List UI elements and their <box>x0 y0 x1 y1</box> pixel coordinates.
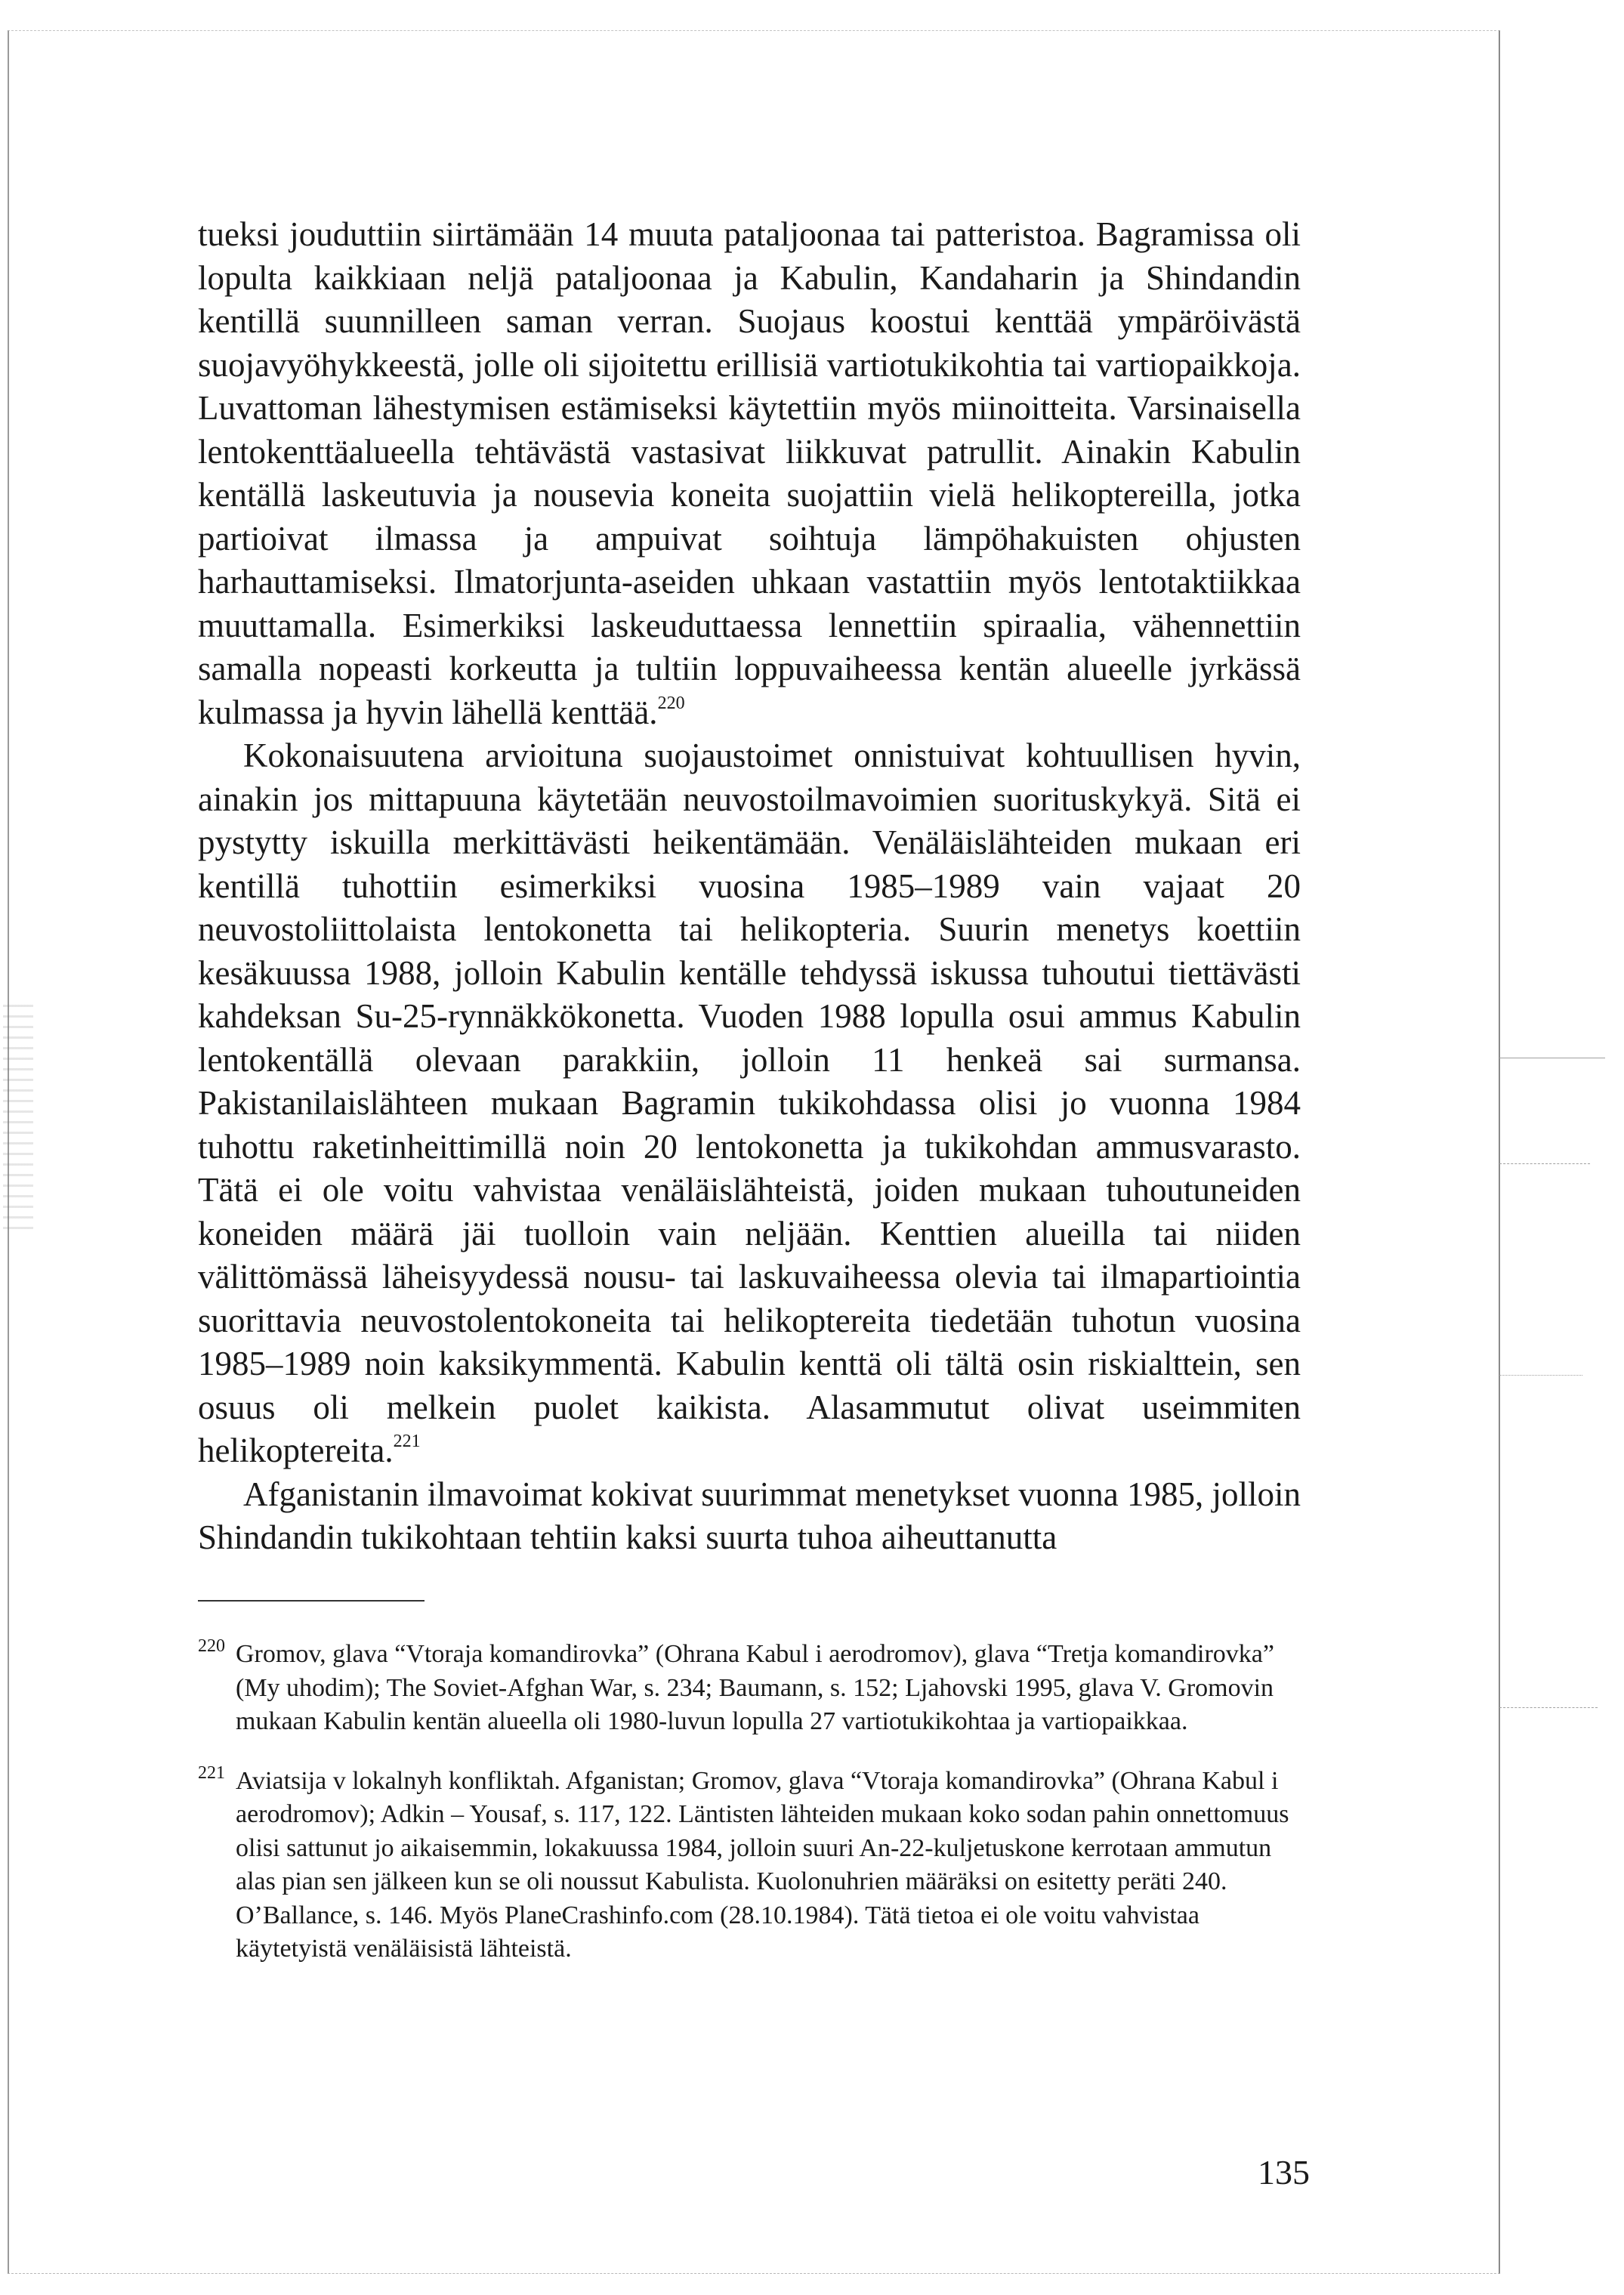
footnote-text: Gromov, glava “Vtoraja komandirovka” (Ohrana Kabul i aerodromov), glava “Tretja komandirovka” (My uhodim); The Soviet-Afghan War, s. 234; Baumann, s. 152; Ljahovski 1995, glava V. Gromovin mukaan Kabulin kentän alueella oli 1980-luvun lopulla 27 vartiotukikohtaa ja vartiopaikkaa. <box>236 1640 1274 1735</box>
paragraph-3 <box>198 1473 1301 1560</box>
footnote-ref-221[interactable]: 221 <box>393 1432 421 1451</box>
body-text <box>198 213 1301 1560</box>
footnote-220 <box>198 1638 1301 1739</box>
paragraph-3-text: Afganistanin ilmavoimat kokivat suurimmat menetykset vuonna 1985, jolloin Shindandin tukikohtaan tehtiin kaksi suurta tuhoa aiheuttanutta <box>198 1475 1301 1556</box>
paragraph-2-text: Kokonaisuutena arvioituna suojaustoimet onnistuivat kohtuullisen hyvin, ainakin jos mittapuuna käytetään neuvostoilmavoimien suorituskykyä. Sitä ei pystytty iskuilla merkittävästi heikentämään. Venäläislähteiden mukaan eri kentillä tuhottiin esimerkiksi vuosina 1985–1989 vain vajaat 20 neuvostoliittolaista lentokonetta tai helikopteria. Suurin menetys koettiin kesäkuussa 1988, jolloin Kabulin kentälle tehdyssä iskussa tuhoutui tiettävästi kahdeksan Su-25-rynnäkkökonetta. Vuoden 1988 lopulla osui ammus Kabulin lentokentällä olevaan parakkiin, jolloin 11 henkeä sai surmansa. Pakistanilaislähteen mukaan Bagramin tukikohdassa olisi jo vuonna 1984 tuhottu raketinheittimillä noin 20 lentokonetta ja tukikohdan ammusvarasto. Tätä ei ole voitu vahvistaa venäläislähteistä, joiden mukaan tuhoutuneiden koneiden määrä jäi tuolloin vain neljään. Kenttien alueilla tai niiden välittömässä läheisyydessä nousu- tai laskuvaiheessa olevia tai ilmapartiointia suorittavia neuvostolentokoneita tai helikoptereita tiedetään tuhotun vuosina 1985–1989 noin kaksikymmentä. Kabulin kenttä oli tältä osin riskialttein, sen osuus oli melkein puolet kaikista. Alasammutut olivat useimmiten helikoptereita. <box>198 737 1301 1469</box>
footnote-number: 221 <box>198 1762 225 1783</box>
footnotes <box>198 1638 1301 1992</box>
footnote-ref-220[interactable]: 220 <box>657 693 685 713</box>
footnote-221 <box>198 1762 1301 1966</box>
footnote-text: Aviatsija v lokalnyh konfliktah. Afganistan; Gromov, glava “Vtoraja komandirovka” (Ohrana Kabul i aerodromov); Adkin – Yousaf, s. 117, 122. Läntisten lähteiden mukaan koko sodan pahin onnettomuus olisi sattunut jo aikaisemmin, lokakuussa 1984, jolloin suuri An-22-kuljetuskone kerrotaan ammutun alas pian sen jälkeen kun se oli noussut Kabulista. Kuolonuhrien määräksi on esitetty peräti 240. O’Ballance, s. 146. Myös PlaneCrashinfo.com (28.10.1984). Tätä tietoa ei ole voitu vahvistaa käytetyistä venäläisistä lähteistä. <box>236 1766 1289 1963</box>
scan-speckle <box>3 1005 33 1231</box>
paragraph-1-text: tueksi jouduttiin siirtämään 14 muuta pataljoonaa tai patteristoa. Bagramissa oli lopulta kaikkiaan neljä pataljoonaa ja Kabulin, Kandaharin ja Shindandin kentillä suunnilleen saman verran. Suojaus koostui kenttää ympäröivästä suojavyöhykkeestä, jolle oli sijoitettu erillisiä vartiotukikohtia tai vartiopaikkoja. Luvattoman lähestymisen estämiseksi käytettiin myös miinoitteita. Varsinaisella lentokenttäalueella tehtävästä vastasivat liikkuvat patrullit. Ainakin Kabulin kentällä laskeutuvia ja nousevia koneita suojattiin vielä helikoptereilla, jotka partioivat ilmassa ja ampuivat soihtuja lämpöhakuisten ohjusten harhauttamiseksi. Ilmatorjunta-aseiden uhkaan vastattiin myös lentotaktiikkaa muuttamalla. Esimerkiksi laskeuduttaessa lennettiin spiraalia, vähennettiin samalla nopeasti korkeutta ja tultiin loppuvaiheessa kentän alueelle jyrkässä kulmassa ja hyvin lähellä kenttää. <box>198 215 1301 731</box>
page-number: 135 <box>1258 2153 1310 2192</box>
paragraph-1 <box>198 213 1301 734</box>
scan-edge-marks <box>1499 1058 1605 1737</box>
footnote-separator <box>198 1600 425 1602</box>
paragraph-2 <box>198 734 1301 1473</box>
footnote-number: 220 <box>198 1636 225 1656</box>
